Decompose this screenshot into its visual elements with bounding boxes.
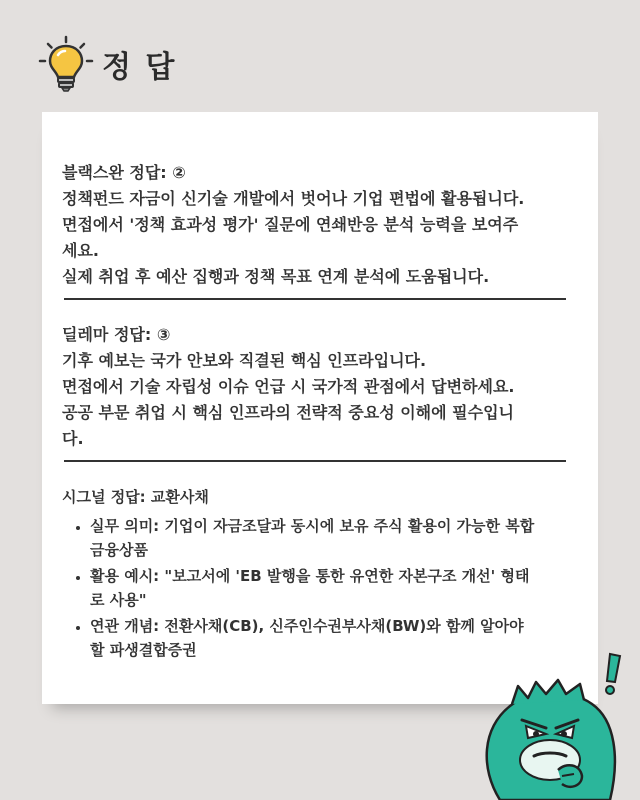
black-swan-section xyxy=(62,160,570,290)
divider xyxy=(64,460,566,462)
text-line: 기후 예보는 국가 안보와 직결된 핵심 인프라입니다. xyxy=(62,351,427,370)
bullet-line: 할 파생결합증권 xyxy=(90,641,197,659)
answer-card xyxy=(42,112,598,704)
bullet-line: 연관 개념: 전환사채(CB), 신주인수권부사채(BW)와 함께 알아야 xyxy=(90,617,524,635)
section-heading: 블랙스완 정답: ② xyxy=(62,163,186,182)
list-item xyxy=(90,514,570,562)
signal-section xyxy=(62,484,570,662)
text-line: 정책펀드 자금이 신기술 개발에서 벗어나 기업 편법에 활용됩니다. xyxy=(62,189,525,208)
bullet-line: 금융상품 xyxy=(90,541,148,559)
section-heading: 시그널 정답: 교환사채 xyxy=(62,488,209,506)
section-heading: 딜레마 정답: ③ xyxy=(62,325,171,344)
text-line: 세요. xyxy=(62,241,99,260)
text-line: 면접에서 '정책 효과성 평가' 질문에 연쇄반응 분석 능력을 보여주 xyxy=(62,215,519,234)
text-line: 실제 취업 후 예산 집행과 정책 목표 연계 분석에 도움됩니다. xyxy=(62,267,490,286)
text-line: 면접에서 기술 자립성 이슈 언급 시 국가적 관점에서 답변하세요. xyxy=(62,377,515,396)
lightbulb-icon xyxy=(36,34,96,94)
page-title: 정 답 xyxy=(102,50,177,85)
list-item xyxy=(90,564,570,612)
bullet-line: 활용 예시: "보고서에 'EB 발행을 통한 유연한 자본구조 개선' 형태 xyxy=(90,567,530,585)
text-line: 공공 부문 취업 시 핵심 인프라의 전략적 중요성 이해에 필수입니 xyxy=(62,403,514,422)
text-line: 다. xyxy=(62,429,84,448)
header xyxy=(36,34,176,94)
divider xyxy=(64,298,566,300)
bullet-line: 로 사용" xyxy=(90,591,147,609)
answer-content xyxy=(62,160,570,664)
dilemma-section xyxy=(62,322,570,452)
bullet-line: 실무 의미: 기업이 자금조달과 동시에 보유 주식 활용이 가능한 복합 xyxy=(90,517,535,535)
bullet-list xyxy=(62,514,570,662)
dinosaur-mascot xyxy=(470,648,640,800)
